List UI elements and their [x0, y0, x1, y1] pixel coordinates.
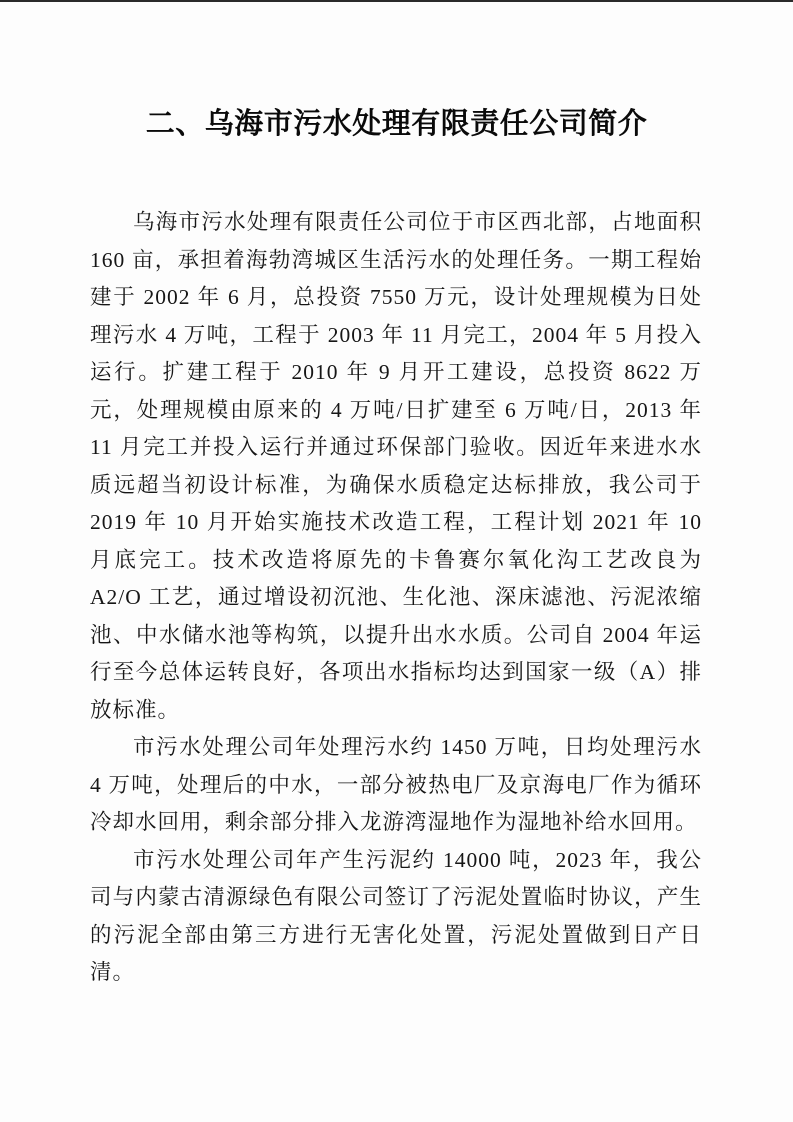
document-title: 二、乌海市污水处理有限责任公司简介	[145, 108, 648, 140]
paragraph-water-reuse: 市污水处理公司年处理污水约 1450 万吨，日均处理污水 4 万吨，处理后的中水，一部分被热电厂及京海电厂作为循环冷却水回用，剩余部分排入龙游湾湿地作为湿地补给水回用。	[90, 735, 702, 834]
paragraph-sludge-disposal: 市污水处理公司年产生污泥约 14000 吨，2023 年，我公司与内蒙古清源绿色有限公司签订了污泥处置临时协议，产生的污泥全部由第三方进行无害化处置，污泥处置做到日产日清。	[90, 847, 702, 984]
document-body	[0, 204, 793, 992]
scan-artifact-top-edge	[0, 0, 793, 2]
paragraph-company-overview: 乌海市污水处理有限责任公司位于市区西北部，占地面积 160 亩，承担着海勃湾城区生活污水的处理任务。一期工程始建于 2002 年 6 月，总投资 7550 万元，设计处理规模为日处理污水 4 万吨，工程于 2003 年 11 月完工，2004 年 5 月投入运行。扩建工程于 2010 年 9 月开工建设，总投资 8622 万元，处理规模由原来的 4 万吨/日扩建至 6 万吨/日，2013 年 11 月完工并投入运行并通过环保部门验收。因近年来进水水质远超当初设计标准，为确保水质稳定达标排放，我公司于 2019 年 10 月开始实施技术改造工程，工程计划 2021 年 10 月底完工。技术改造将原先的卡鲁赛尔氧化沟工艺改良为 A2/O 工艺，通过增设初沉池、生化池、深床滤池、污泥浓缩池、中水储水池等构筑，以提升出水水质。公司自 2004 年运行至今总体运转良好，各项出水指标均达到国家一级（A）排放标准。	[90, 210, 702, 722]
